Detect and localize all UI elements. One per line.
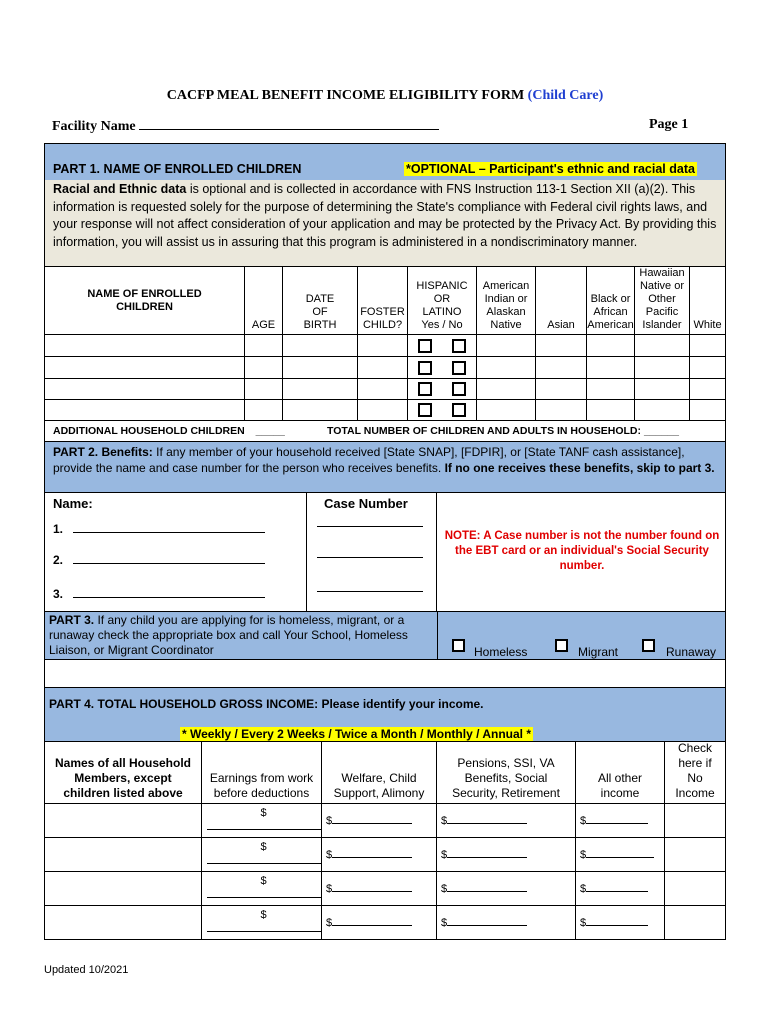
title-tag: (Child Care)	[527, 88, 604, 103]
child-data-cell[interactable]	[441, 399, 477, 421]
col-other-income: All other income	[575, 741, 665, 804]
col-foster: FOSTER CHILD?	[357, 266, 408, 335]
child-data-cell[interactable]	[282, 399, 358, 421]
child-data-cell[interactable]	[535, 356, 587, 379]
child-data-cell[interactable]	[689, 378, 726, 400]
child-data-cell[interactable]	[586, 378, 635, 400]
benefit-recipient-name[interactable]: 2.	[53, 553, 265, 567]
col-welfare: Welfare, Child Support, Alimony	[321, 741, 437, 804]
child-data-cell[interactable]	[476, 356, 536, 379]
col-hawaiian: Hawaiian Native or Other Pacific Islander	[634, 266, 690, 335]
income-amount-cell[interactable]: $	[201, 905, 322, 940]
case-number-field[interactable]	[317, 548, 423, 561]
child-data-cell[interactable]	[689, 356, 726, 379]
child-data-cell[interactable]	[441, 356, 477, 379]
child-data-cell[interactable]	[282, 356, 358, 379]
benefit-recipient-name[interactable]: 3.	[53, 587, 265, 601]
total-household-field[interactable]: ______	[643, 425, 679, 437]
part2-heading: PART 2. Benefits: If any member of your household received [State SNAP], [FDPIR], or [State TANF cash assistance], provide the name and case number for the person who receives benefits. If no one receives these benefits, skip to part 3.	[44, 441, 726, 493]
runaway-label: Runaway	[666, 645, 717, 659]
col-white: White	[689, 266, 726, 335]
case-number-field[interactable]	[317, 517, 423, 530]
child-data-cell[interactable]	[407, 399, 442, 421]
child-data-cell[interactable]	[282, 378, 358, 400]
col-dob: DATE OF BIRTH	[282, 266, 358, 335]
form-title: CACFP MEAL BENEFIT INCOME ELIGIBILITY FORM (Child Care)	[166, 88, 604, 103]
col-asian: Asian	[535, 266, 587, 335]
additional-household-label: ADDITIONAL HOUSEHOLD CHILDREN _____	[53, 425, 285, 437]
income-frequency: * Weekly / Every 2 Weeks / Twice a Month / Monthly / Annual *	[182, 727, 531, 741]
total-household-label: TOTAL NUMBER OF CHILDREN AND ADULTS IN HOUSEHOLD: ______	[327, 425, 679, 437]
income-amount-cell[interactable]: $	[575, 803, 665, 838]
child-data-cell[interactable]	[476, 399, 536, 421]
child-name-field[interactable]	[44, 356, 245, 379]
child-data-cell[interactable]	[357, 356, 408, 379]
part1-heading: PART 1. NAME OF ENROLLED CHILDREN	[53, 162, 302, 176]
child-name-field[interactable]	[44, 334, 245, 357]
child-data-cell[interactable]	[244, 378, 283, 400]
income-amount-cell[interactable]: $	[321, 905, 437, 940]
no-income-check-cell[interactable]	[664, 905, 726, 940]
income-amount-cell[interactable]: $	[436, 803, 576, 838]
income-amount-cell[interactable]: $	[436, 837, 576, 872]
child-data-cell[interactable]	[476, 378, 536, 400]
income-amount-cell[interactable]: $	[575, 871, 665, 906]
col-earnings: Earnings from work before deductions	[201, 741, 322, 804]
no-income-check-cell[interactable]	[664, 871, 726, 906]
child-data-cell[interactable]	[634, 399, 690, 421]
migrant-checkbox[interactable]	[555, 639, 568, 652]
child-data-cell[interactable]	[357, 378, 408, 400]
col-black: Black or African American	[586, 266, 635, 335]
child-data-cell[interactable]	[634, 334, 690, 357]
child-data-cell[interactable]	[357, 399, 408, 421]
hispanic-yes-checkbox[interactable]	[418, 403, 432, 417]
spacer-row	[44, 659, 726, 688]
income-amount-cell[interactable]: $	[575, 905, 665, 940]
child-data-cell[interactable]	[407, 334, 442, 357]
child-data-cell[interactable]	[586, 334, 635, 357]
hispanic-yes-checkbox[interactable]	[418, 382, 432, 396]
income-amount-cell[interactable]: $	[201, 803, 322, 838]
income-amount-cell[interactable]: $	[321, 837, 437, 872]
child-data-cell[interactable]	[282, 334, 358, 357]
migrant-label: Migrant	[578, 645, 619, 659]
household-member-name[interactable]	[44, 837, 202, 872]
page-number: Page 1	[649, 117, 689, 132]
child-data-cell[interactable]	[357, 334, 408, 357]
income-amount-cell[interactable]: $	[436, 905, 576, 940]
hispanic-yes-checkbox[interactable]	[418, 339, 432, 353]
col-pensions: Pensions, SSI, VA Benefits, Social Security, Retirement	[436, 741, 576, 804]
child-data-cell[interactable]	[634, 356, 690, 379]
runaway-checkbox[interactable]	[642, 639, 655, 652]
no-income-check-cell[interactable]	[664, 837, 726, 872]
hispanic-no-checkbox[interactable]	[452, 361, 466, 375]
child-data-cell[interactable]	[244, 399, 283, 421]
facility-name-label: Facility Name	[52, 117, 439, 135]
income-amount-cell[interactable]: $	[321, 803, 437, 838]
child-data-cell[interactable]	[535, 378, 587, 400]
hispanic-no-checkbox[interactable]	[452, 339, 466, 353]
child-data-cell[interactable]	[476, 334, 536, 357]
facility-name-field[interactable]	[139, 117, 439, 130]
child-data-cell[interactable]	[689, 334, 726, 357]
part4-heading: PART 4. TOTAL HOUSEHOLD GROSS INCOME: Please identify your income.	[49, 697, 484, 711]
household-member-name[interactable]	[44, 803, 202, 838]
child-data-cell[interactable]	[586, 356, 635, 379]
child-data-cell[interactable]	[634, 378, 690, 400]
case-number-field[interactable]	[317, 582, 423, 595]
household-member-name[interactable]	[44, 871, 202, 906]
racial-data-notice: Racial and Ethnic data is optional and is collected in accordance with FNS Instruction 113-1 Section XII (a)(2). This information is requested solely for the purpose of determining the State's compliance with Federal civil rights laws, and your response will not affect consideration of your application and may be protected by the Privacy Act. By providing this information, you will assist us in assuring that this program is administered in a nondiscriminatory manner.	[44, 180, 726, 267]
benefit-recipient-name[interactable]: 1.	[53, 522, 265, 536]
col-name-enrolled: NAME OF ENROLLED CHILDREN	[44, 266, 245, 335]
income-amount-cell[interactable]: $	[436, 871, 576, 906]
part2-case-label: Case Number	[324, 496, 408, 511]
child-data-cell[interactable]	[407, 378, 442, 400]
col-household-members: Names of all Household Members, except children listed above	[44, 741, 202, 804]
income-amount-cell[interactable]: $	[321, 871, 437, 906]
hispanic-no-checkbox[interactable]	[452, 382, 466, 396]
income-amount-cell[interactable]: $	[575, 837, 665, 872]
hispanic-yes-checkbox[interactable]	[418, 361, 432, 375]
child-data-cell[interactable]	[535, 334, 587, 357]
col-age: AGE	[244, 266, 283, 335]
homeless-checkbox[interactable]	[452, 639, 465, 652]
col-hispanic: HISPANIC OR LATINO Yes / No	[407, 266, 477, 335]
part3-heading: PART 3. If any child you are applying for is homeless, migrant, or a runaway check the appropriate box and call Your School, Homeless Liaison, or Migrant Coordinator	[49, 613, 408, 657]
child-data-cell[interactable]	[535, 399, 587, 421]
no-income-check-cell[interactable]	[664, 803, 726, 838]
part2-name-label: Name:	[53, 496, 93, 511]
child-data-cell[interactable]	[586, 399, 635, 421]
child-data-cell[interactable]	[689, 399, 726, 421]
child-name-field[interactable]	[44, 378, 245, 400]
col-no-income: Check here if No Income	[664, 741, 726, 804]
homeless-label: Homeless	[474, 645, 528, 659]
updated-date: Updated 10/2021	[44, 964, 129, 976]
child-data-cell[interactable]	[244, 356, 283, 379]
income-amount-cell[interactable]: $	[201, 837, 322, 872]
col-american-indian: American Indian or Alaskan Native	[476, 266, 536, 335]
case-number-note: NOTE: A Case number is not the number found on the EBT card or an individual's Social Security number.	[444, 530, 720, 572]
household-member-name[interactable]	[44, 905, 202, 940]
child-data-cell[interactable]	[244, 334, 283, 357]
hispanic-no-checkbox[interactable]	[452, 403, 466, 417]
part1-optional-note: *OPTIONAL – Participant's ethnic and racial data	[406, 162, 695, 176]
child-data-cell[interactable]	[407, 356, 442, 379]
child-data-cell[interactable]	[441, 334, 477, 357]
child-data-cell[interactable]	[441, 378, 477, 400]
income-amount-cell[interactable]: $	[201, 871, 322, 906]
child-name-field[interactable]	[44, 399, 245, 421]
additional-household-field[interactable]: _____	[255, 425, 285, 437]
